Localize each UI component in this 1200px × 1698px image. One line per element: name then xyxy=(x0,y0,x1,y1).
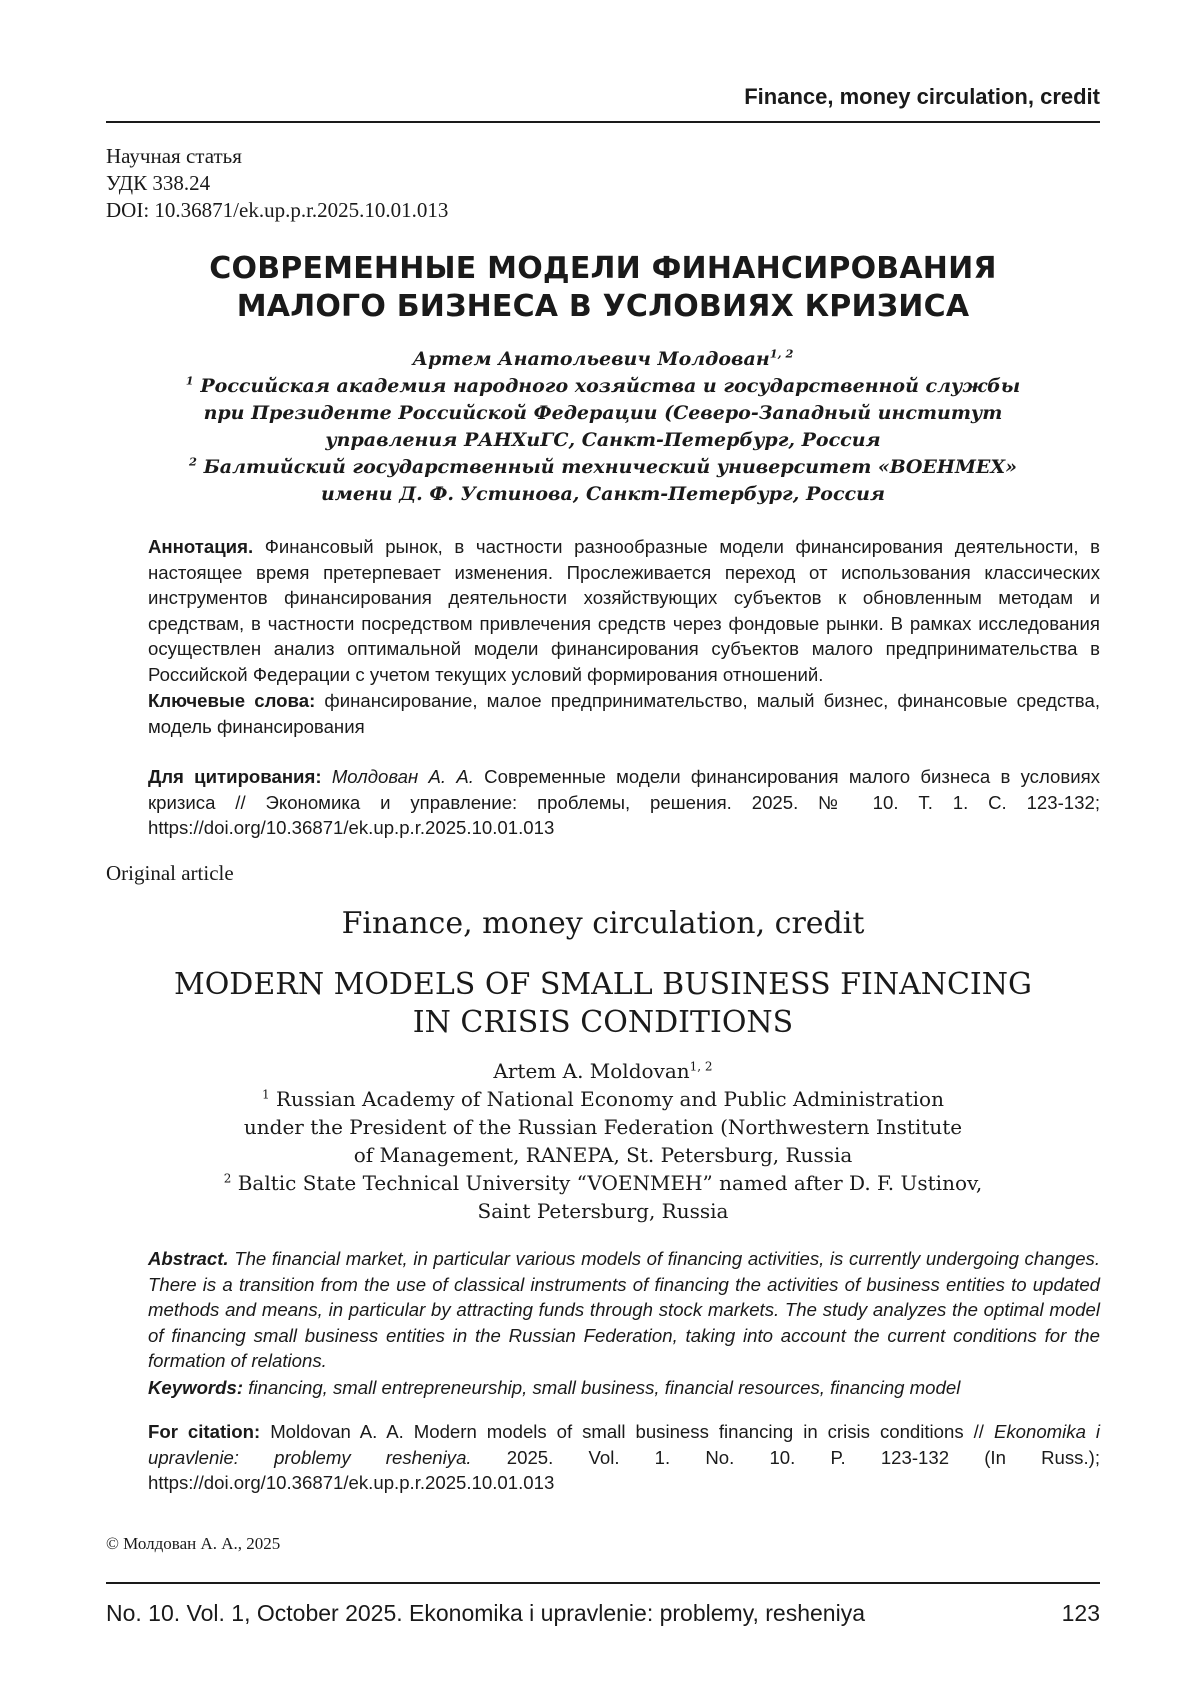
ru-author-block xyxy=(106,346,1100,508)
affil-text: Балтийский государственный технический университет «ВОЕНМЕХ» xyxy=(204,456,1017,478)
ru-title-line: МАЛОГО БИЗНЕСА В УСЛОВИЯХ КРИЗИСА xyxy=(106,288,1100,326)
ru-title-line: СОВРЕМЕННЫЕ МОДЕЛИ ФИНАНСИРОВАНИЯ xyxy=(106,250,1100,288)
citation-label: For citation: xyxy=(148,1421,260,1442)
affil-text: Russian Academy of National Economy and Public Administration xyxy=(276,1087,944,1111)
citation-author: Молдован А. А. xyxy=(332,766,474,787)
en-author-block xyxy=(106,1057,1100,1225)
ru-affiliation-1 xyxy=(106,373,1100,400)
article-type-ru: Научная статья xyxy=(106,143,448,170)
ru-affiliation-2-cont: имени Д. Ф. Устинова, Санкт-Петербург, Россия xyxy=(106,481,1100,508)
citation-text: Moldovan A. A. Modern models of small business financing in crisis conditions // xyxy=(270,1421,984,1442)
footer-journal: No. 10. Vol. 1, October 2025. Ekonomika i upravlenie: problemy, resheniya xyxy=(106,1600,865,1627)
ru-author xyxy=(106,346,1100,373)
en-keywords xyxy=(148,1375,1100,1401)
abstract-label: Abstract. xyxy=(148,1248,229,1269)
affil-number: 2 xyxy=(189,455,197,469)
ru-affiliation-2 xyxy=(106,454,1100,481)
en-author-affil-marks: 1, 2 xyxy=(690,1059,713,1073)
udk-code: УДК 338.24 xyxy=(106,170,448,197)
affil-text: Российская академия народного хозяйства и государственной службы xyxy=(200,375,1020,397)
running-header: Finance, money circulation, credit xyxy=(106,84,1100,110)
ru-keywords xyxy=(148,688,1100,739)
citation-label: Для цитирования: xyxy=(148,766,322,787)
doi: DOI: 10.36871/ek.up.p.r.2025.10.01.013 xyxy=(106,197,448,224)
keywords-text: financing, small entrepreneurship, small business, financial resources, financing model xyxy=(248,1377,960,1398)
en-affiliation-1 xyxy=(106,1085,1100,1113)
article-type-en: Original article xyxy=(106,861,234,886)
en-affiliation-2-cont: Saint Petersburg, Russia xyxy=(106,1197,1100,1225)
en-title xyxy=(106,966,1100,1042)
ru-author-affil-marks: 1, 2 xyxy=(770,347,794,361)
en-author xyxy=(106,1057,1100,1085)
en-affiliation-1-cont: of Management, RANEPA, St. Petersburg, Russia xyxy=(106,1141,1100,1169)
en-rubric: Finance, money circulation, credit xyxy=(106,906,1100,941)
en-citation xyxy=(148,1419,1100,1496)
en-affiliation-1-cont: under the President of the Russian Federation (Northwestern Institute xyxy=(106,1113,1100,1141)
abstract-text: Финансовый рынок, в частности разнообразные модели финансирования деятельности, в настоящее время претерпевает изменения. Прослеживается переход от использования классических инструментов финансирования деятельности хозяйствующих субъектов к обновленным методам и средствам, в частности посредством привлечения средств через фондовые рынки. В рамках исследования осуществлен анализ оптимальной модели финансирования субъектов малого предпринимательства в Российской Федерации с учетом текущих условий формирования отношений. xyxy=(148,536,1100,685)
keywords-text: финансирование, малое предпринимательство, малый бизнес, финансовые средства, модель финансирования xyxy=(148,690,1100,737)
ru-article-meta xyxy=(106,143,448,224)
ru-title xyxy=(106,250,1100,326)
en-affiliation-2 xyxy=(106,1169,1100,1197)
copyright: © Молдован А. А., 2025 xyxy=(106,1534,280,1554)
ru-affiliation-1-cont: управления РАНХиГС, Санкт-Петербург, Россия xyxy=(106,427,1100,454)
keywords-label: Ключевые слова: xyxy=(148,690,315,711)
affil-number: 1 xyxy=(262,1087,270,1101)
header-rule xyxy=(106,121,1100,123)
citation-journal: Ekonomika i upravlenie: problemy resheniya. xyxy=(148,1421,1100,1468)
abstract-text: The financial market, in particular various models of financing activities, is currently undergoing changes. There is a transition from the use of classical instruments of financing the activities of business entities to updated methods and means, in particular by attracting funds through stock markets. The study analyzes the optimal model of financing small business entities in the Russian Federation, taking into account the current conditions for the formation of relations. xyxy=(148,1248,1100,1371)
ru-citation xyxy=(148,764,1100,841)
en-abstract xyxy=(148,1246,1100,1374)
keywords-label: Keywords: xyxy=(148,1377,243,1398)
article-page xyxy=(0,0,1200,1698)
page-number: 123 xyxy=(1062,1600,1100,1627)
abstract-label: Аннотация. xyxy=(148,536,253,557)
ru-author-name: Артем Анатольевич Молдован xyxy=(413,348,770,370)
citation-text: 2025. Vol. 1. No. 10. P. 123-132 (In Russ.); https://doi.org/10.36871/ek.up.p.r.2025.10.01.013 xyxy=(148,1447,1100,1494)
citation-text: Современные модели финансирования малого бизнеса в условиях кризиса // Экономика и управление: проблемы, решения. 2025. № 10. Т. 1. С. 123-132; https://doi.org/10.36871/ek.up.p.r.2025.10.01.013 xyxy=(148,766,1100,838)
ru-affiliation-1-cont: при Президенте Российской Федерации (Северо-Западный институт xyxy=(106,400,1100,427)
ru-abstract xyxy=(148,534,1100,687)
affil-text: Baltic State Technical University “VOENMEH” named after D. F. Ustinov, xyxy=(238,1171,983,1195)
affil-number: 1 xyxy=(186,374,194,388)
en-title-line: MODERN MODELS OF SMALL BUSINESS FINANCING xyxy=(106,966,1100,1004)
footer-rule xyxy=(106,1582,1100,1584)
affil-number: 2 xyxy=(224,1171,232,1185)
en-author-name: Artem A. Moldovan xyxy=(493,1059,689,1083)
en-title-line: IN CRISIS CONDITIONS xyxy=(106,1004,1100,1042)
